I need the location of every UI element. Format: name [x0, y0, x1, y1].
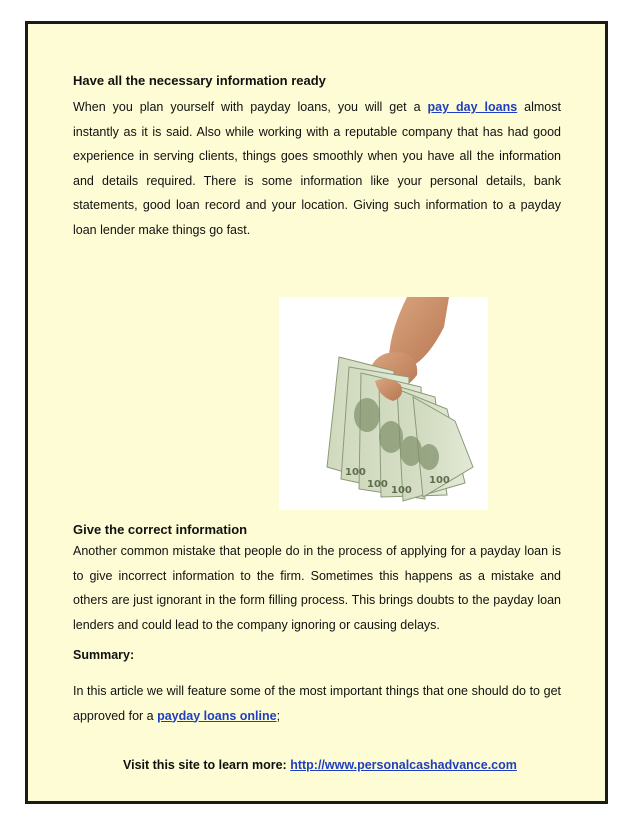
document-page — [25, 21, 608, 804]
section-heading-information-ready: Have all the necessary information ready — [73, 73, 326, 88]
summary-text: In this article we will feature some of the most important things that one should do to get approved for a — [73, 684, 561, 723]
site-url-link[interactable]: http://www.personalcashadvance.com — [290, 758, 517, 772]
section-correct-information — [73, 521, 561, 728]
paragraph-text: When you plan yourself with payday loans, you will get a — [73, 100, 428, 114]
svg-text:100: 100 — [391, 485, 412, 496]
visit-site-line — [123, 758, 517, 772]
section-paragraph-information-ready — [73, 95, 561, 242]
visit-label: Visit this site to learn more: — [123, 758, 291, 772]
hand-holding-money-image — [279, 297, 488, 510]
summary-heading: Summary: — [73, 648, 135, 662]
pay-day-loans-link[interactable]: pay day loans — [427, 100, 518, 114]
money-photo — [279, 297, 488, 510]
svg-text:100: 100 — [367, 479, 388, 490]
summary-text-end: ; — [276, 708, 281, 723]
payday-loans-online-link[interactable]: payday loans online — [157, 708, 277, 723]
svg-text:100: 100 — [429, 475, 450, 486]
paragraph-text: almost instantly as it is said. Also while working with a reputable company that has had good experience in serving clients, things goes smoothly when you have all the information and details required. There is some information like your personal details, bank statements, good loan record and your location. Giving such information to a payday loan lender make things go fast. — [73, 100, 561, 237]
section-heading-correct-information: Give the correct information — [73, 522, 248, 537]
summary-paragraph — [73, 679, 561, 728]
document-body — [73, 72, 561, 772]
svg-text:100: 100 — [345, 467, 366, 478]
section-paragraph-correct-information: Another common mistake that people do in the process of applying for a payday loan is to give incorrect information to the firm. Sometimes this happens as a mistake and others are just ignorant in the form filling process. This brings doubts to the payday loan lenders and could lead to the company ignoring or causing delays. — [73, 544, 561, 632]
